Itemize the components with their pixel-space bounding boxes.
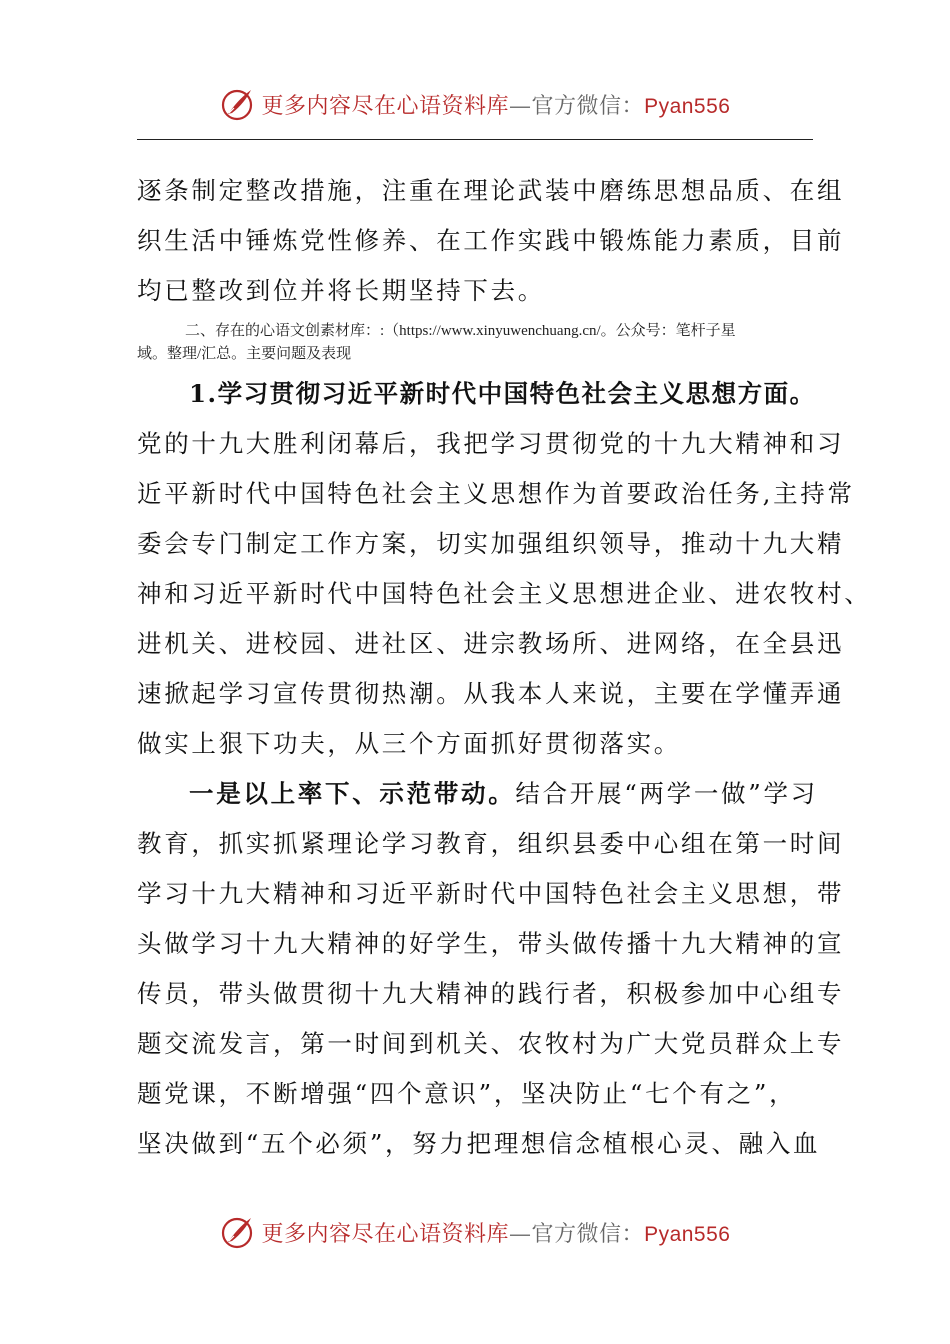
- body-line: 做实上狠下功夫，从三个方面抓好贯彻落实。: [137, 729, 681, 758]
- body-line: 传员，带头做贯彻十九大精神的践行者，积极参加中心组专: [137, 979, 845, 1008]
- header-brand: 更多内容尽在心语资料库: [261, 93, 510, 119]
- footer-dash: —: [509, 1221, 532, 1247]
- body-line: 题党课，不断增强“四个意识”，坚决防止“七个有之”，: [137, 1079, 797, 1108]
- point-paragraph-start: [137, 769, 817, 819]
- footer-brand: 更多内容尽在心语资料库: [261, 1221, 510, 1247]
- body-line: 速掀起学习宣传贯彻热潮。从我本人来说，主要在学懂弄通: [137, 679, 845, 708]
- body-line: 委会专门制定工作方案，切实加强组织领导，推动十九大精: [137, 529, 845, 558]
- document-body: [137, 166, 872, 1169]
- source-note: [137, 320, 817, 366]
- footer-watermark: [0, 1212, 950, 1252]
- body-line: 织生活中锤炼党性修养、在工作实践中锻炼能力素质，目前: [137, 226, 845, 255]
- body-line: 神和习近平新时代中国特色社会主义思想进企业、进农牧村、: [137, 579, 872, 608]
- section-heading: 1.学习贯彻习近平新时代中国特色社会主义思想方面。: [189, 379, 816, 408]
- body-line: 坚决做到“五个必须”，努力把理想信念植根心灵、融入血: [137, 1129, 821, 1158]
- body-line: 头做学习十九大精神的好学生，带头做传播十九大精神的宣: [137, 929, 845, 958]
- body-line: 近平新时代中国特色社会主义思想作为首要政治任务,主持常: [137, 479, 855, 508]
- footer-wechat-id: Pyan556: [644, 1222, 731, 1246]
- body-line: 党的十九大胜利闭幕后，我把学习贯彻党的十九大精神和习: [137, 429, 845, 458]
- note-line: 二、存在的心语文创素材库：:（https://www.xinyuwenchuang.cn/。公众号：笔杆子星: [185, 323, 736, 339]
- body-line: 教育，抓实抓紧理论学习教育，组织县委中心组在第一时间: [137, 829, 845, 858]
- header-label: 官方微信：: [531, 93, 645, 119]
- note-line: 域。整理/汇总。主要问题及表现: [137, 346, 352, 362]
- body-line: 逐条制定整改措施，注重在理论武装中磨练思想品质、在组: [137, 176, 845, 205]
- footer-label: 官方微信：: [531, 1221, 645, 1247]
- header-wechat-id: Pyan556: [644, 94, 731, 118]
- header-dash: —: [509, 93, 532, 119]
- point-lead: 一是以上率下、示范带动。: [189, 779, 516, 808]
- body-line: 题交流发言，第一时间到机关、农牧村为广大党员群众上专: [137, 1029, 845, 1058]
- body-line: 学习十九大精神和习近平新时代中国特色社会主义思想，带: [137, 879, 845, 908]
- header-divider: [137, 139, 813, 140]
- quill-logo-icon: [220, 86, 256, 122]
- body-line: 均已整改到位并将长期坚持下去。: [137, 276, 545, 305]
- header-watermark: [0, 84, 950, 124]
- body-line: 进机关、进校园、进社区、进宗教场所、进网络，在全县迅: [137, 629, 845, 658]
- quill-logo-icon: [220, 1214, 256, 1250]
- point-rest: 结合开展“两学一做”学习: [515, 779, 818, 808]
